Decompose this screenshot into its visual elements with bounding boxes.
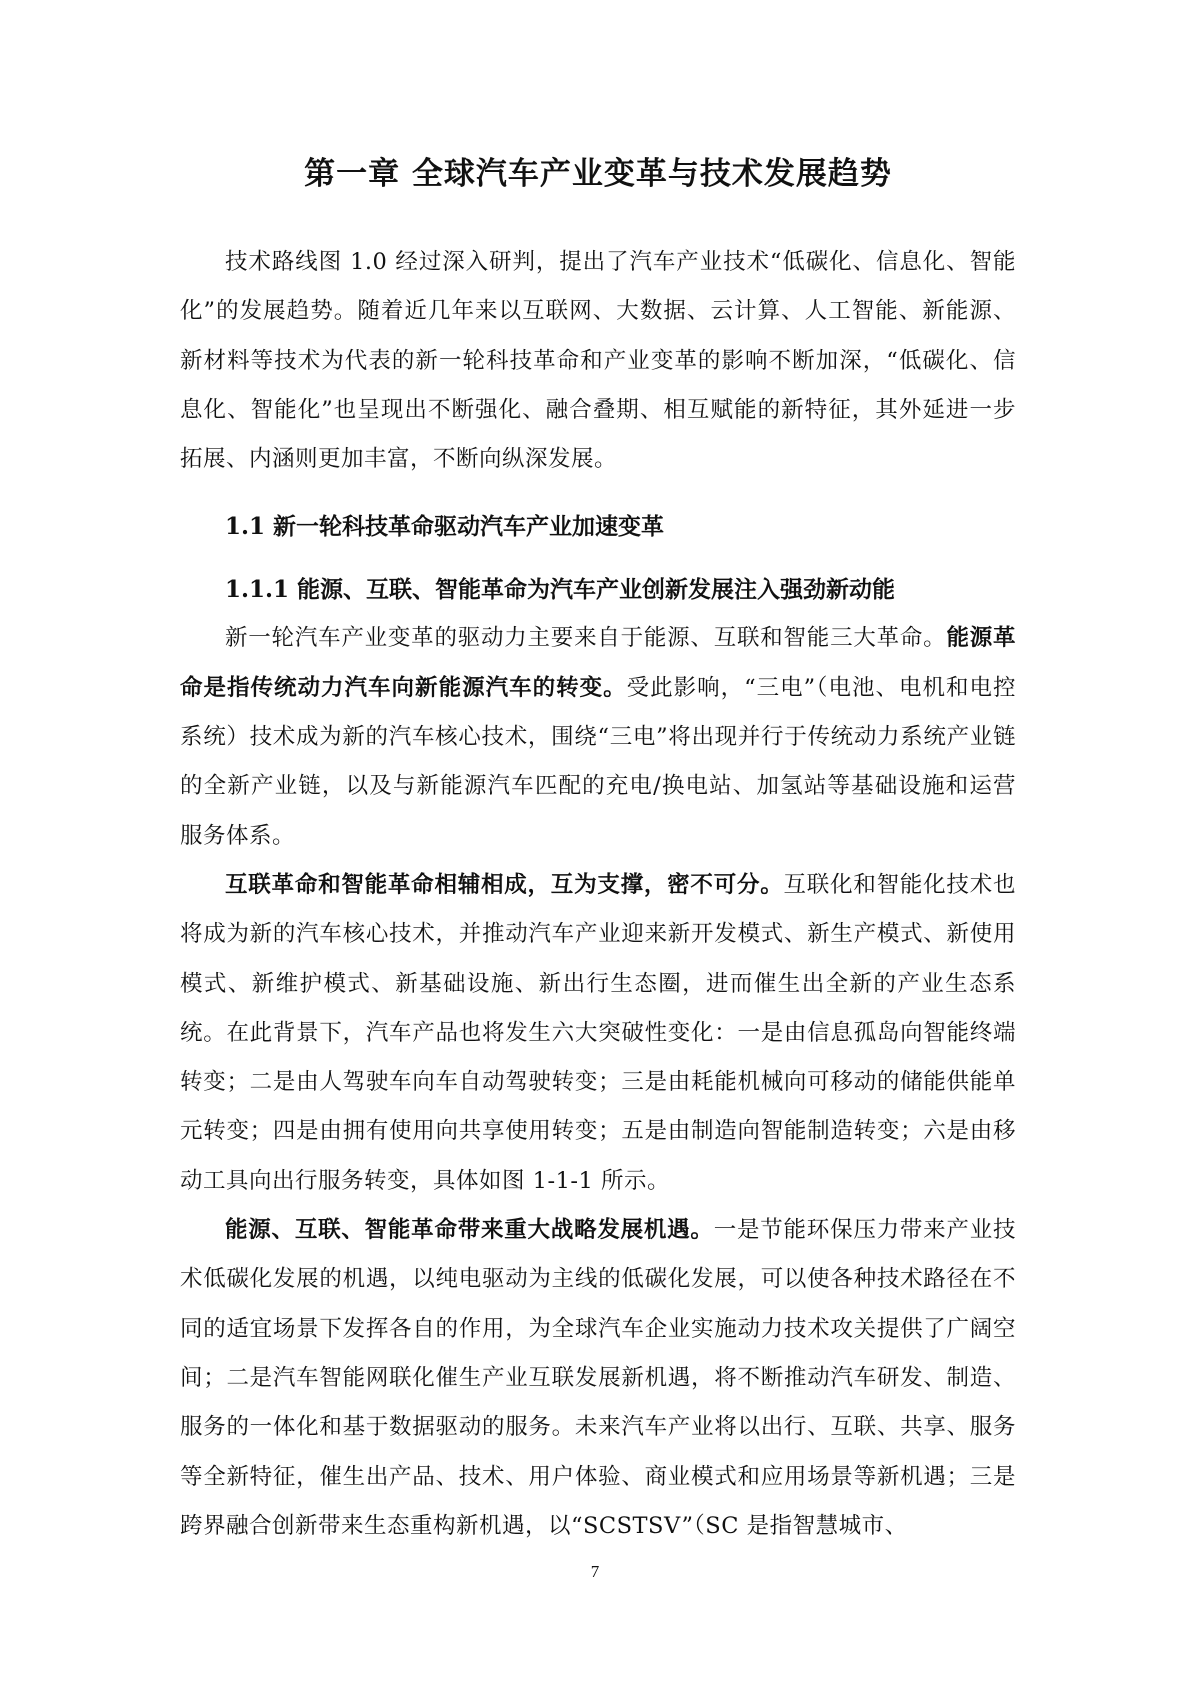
paragraph-body-text: 受此影响，“三电”（电池、电机和电控系统）技术成为新的汽车核心技术，围绕“三电”将出现并行于传统动力系统产业链的全新产业链，以及与新能源汽车匹配的充电/换电站、加氢站等基础设施和运营服务体系。 (180, 674, 1016, 849)
paragraph-energy-revolution (180, 614, 1016, 860)
intro-paragraph: 技术路线图 1.0 经过深入研判，提出了汽车产业技术“低碳化、信息化、智能化”的发展趋势。随着近几年来以互联网、大数据、云计算、人工智能、新能源、新材料等技术为代表的新一轮科技革命和产业变革的影响不断加深，“低碳化、信息化、智能化”也呈现出不断强化、融合叠期、相互赋能的新特征，其外延进一步拓展、内涵则更加丰富，不断向纵深发展。 (180, 249, 1016, 473)
chapter-title: 第一章 全球汽车产业变革与技术发展趋势 (304, 156, 892, 192)
paragraph-bold-text: 能源、互联、智能革命带来重大战略发展机遇。 (225, 1217, 714, 1244)
page-content (180, 150, 1016, 1551)
paragraph-body-text: 一是节能环保压力带来产业技术低碳化发展的机遇，以纯电驱动为主线的低碳化发展，可以使各种技术路径在不同的适宜场景下发挥各自的作用，为全球汽车企业实施动力技术攻关提供了广阔空间；二是汽车智能网联化催生产业互联发展新机遇，将不断推动汽车研发、制造、服务的一体化和基于数据驱动的服务。未来汽车产业将以出行、互联、共享、服务等全新特征，催生出产品、技术、用户体验、商业模式和应用场景等新机遇；三是跨界融合创新带来生态重构新机遇，以“SCSTSV”（SC 是指智慧城市、 (180, 1217, 1016, 1539)
paragraph-bold-text: 互联革命和智能革命相辅相成，互为支撑，密不可分。 (225, 871, 784, 898)
paragraph-connectivity-intelligence (180, 861, 1016, 1206)
paragraph-lead-text: 新一轮汽车产业变革的驱动力主要来自于能源、互联和智能三大革命。 (225, 625, 947, 652)
paragraph-bold-text: 能源革命是指传统动力汽车向新能源汽车的转变。 (180, 625, 1016, 701)
paragraph-strategic-opportunities (180, 1206, 1016, 1551)
section-heading-1-1: 1.1 新一轮科技革命驱动汽车产业加速变革 (225, 513, 665, 541)
paragraph-body-text: 互联化和智能化技术也将成为新的汽车核心技术，并推动汽车产业迎来新开发模式、新生产模式、新使用模式、新维护模式、新基础设施、新出行生态圈，进而催生出全新的产业生态系统。在此背景下，汽车产品也将发生六大突破性变化：一是由信息孤岛向智能终端转变；二是由人驾驶车向车自动驾驶转变；三是由耗能机械向可移动的储能供能单元转变；四是由拥有使用向共享使用转变；五是由制造向智能制造转变；六是由移动工具向出行服务转变，具体如图 1-1-1 所示。 (180, 871, 1016, 1194)
page-number: 7 (590, 1562, 600, 1581)
section-heading-1-1-1: 1.1.1 能源、互联、智能革命为汽车产业创新发展注入强劲新动能 (225, 576, 896, 604)
